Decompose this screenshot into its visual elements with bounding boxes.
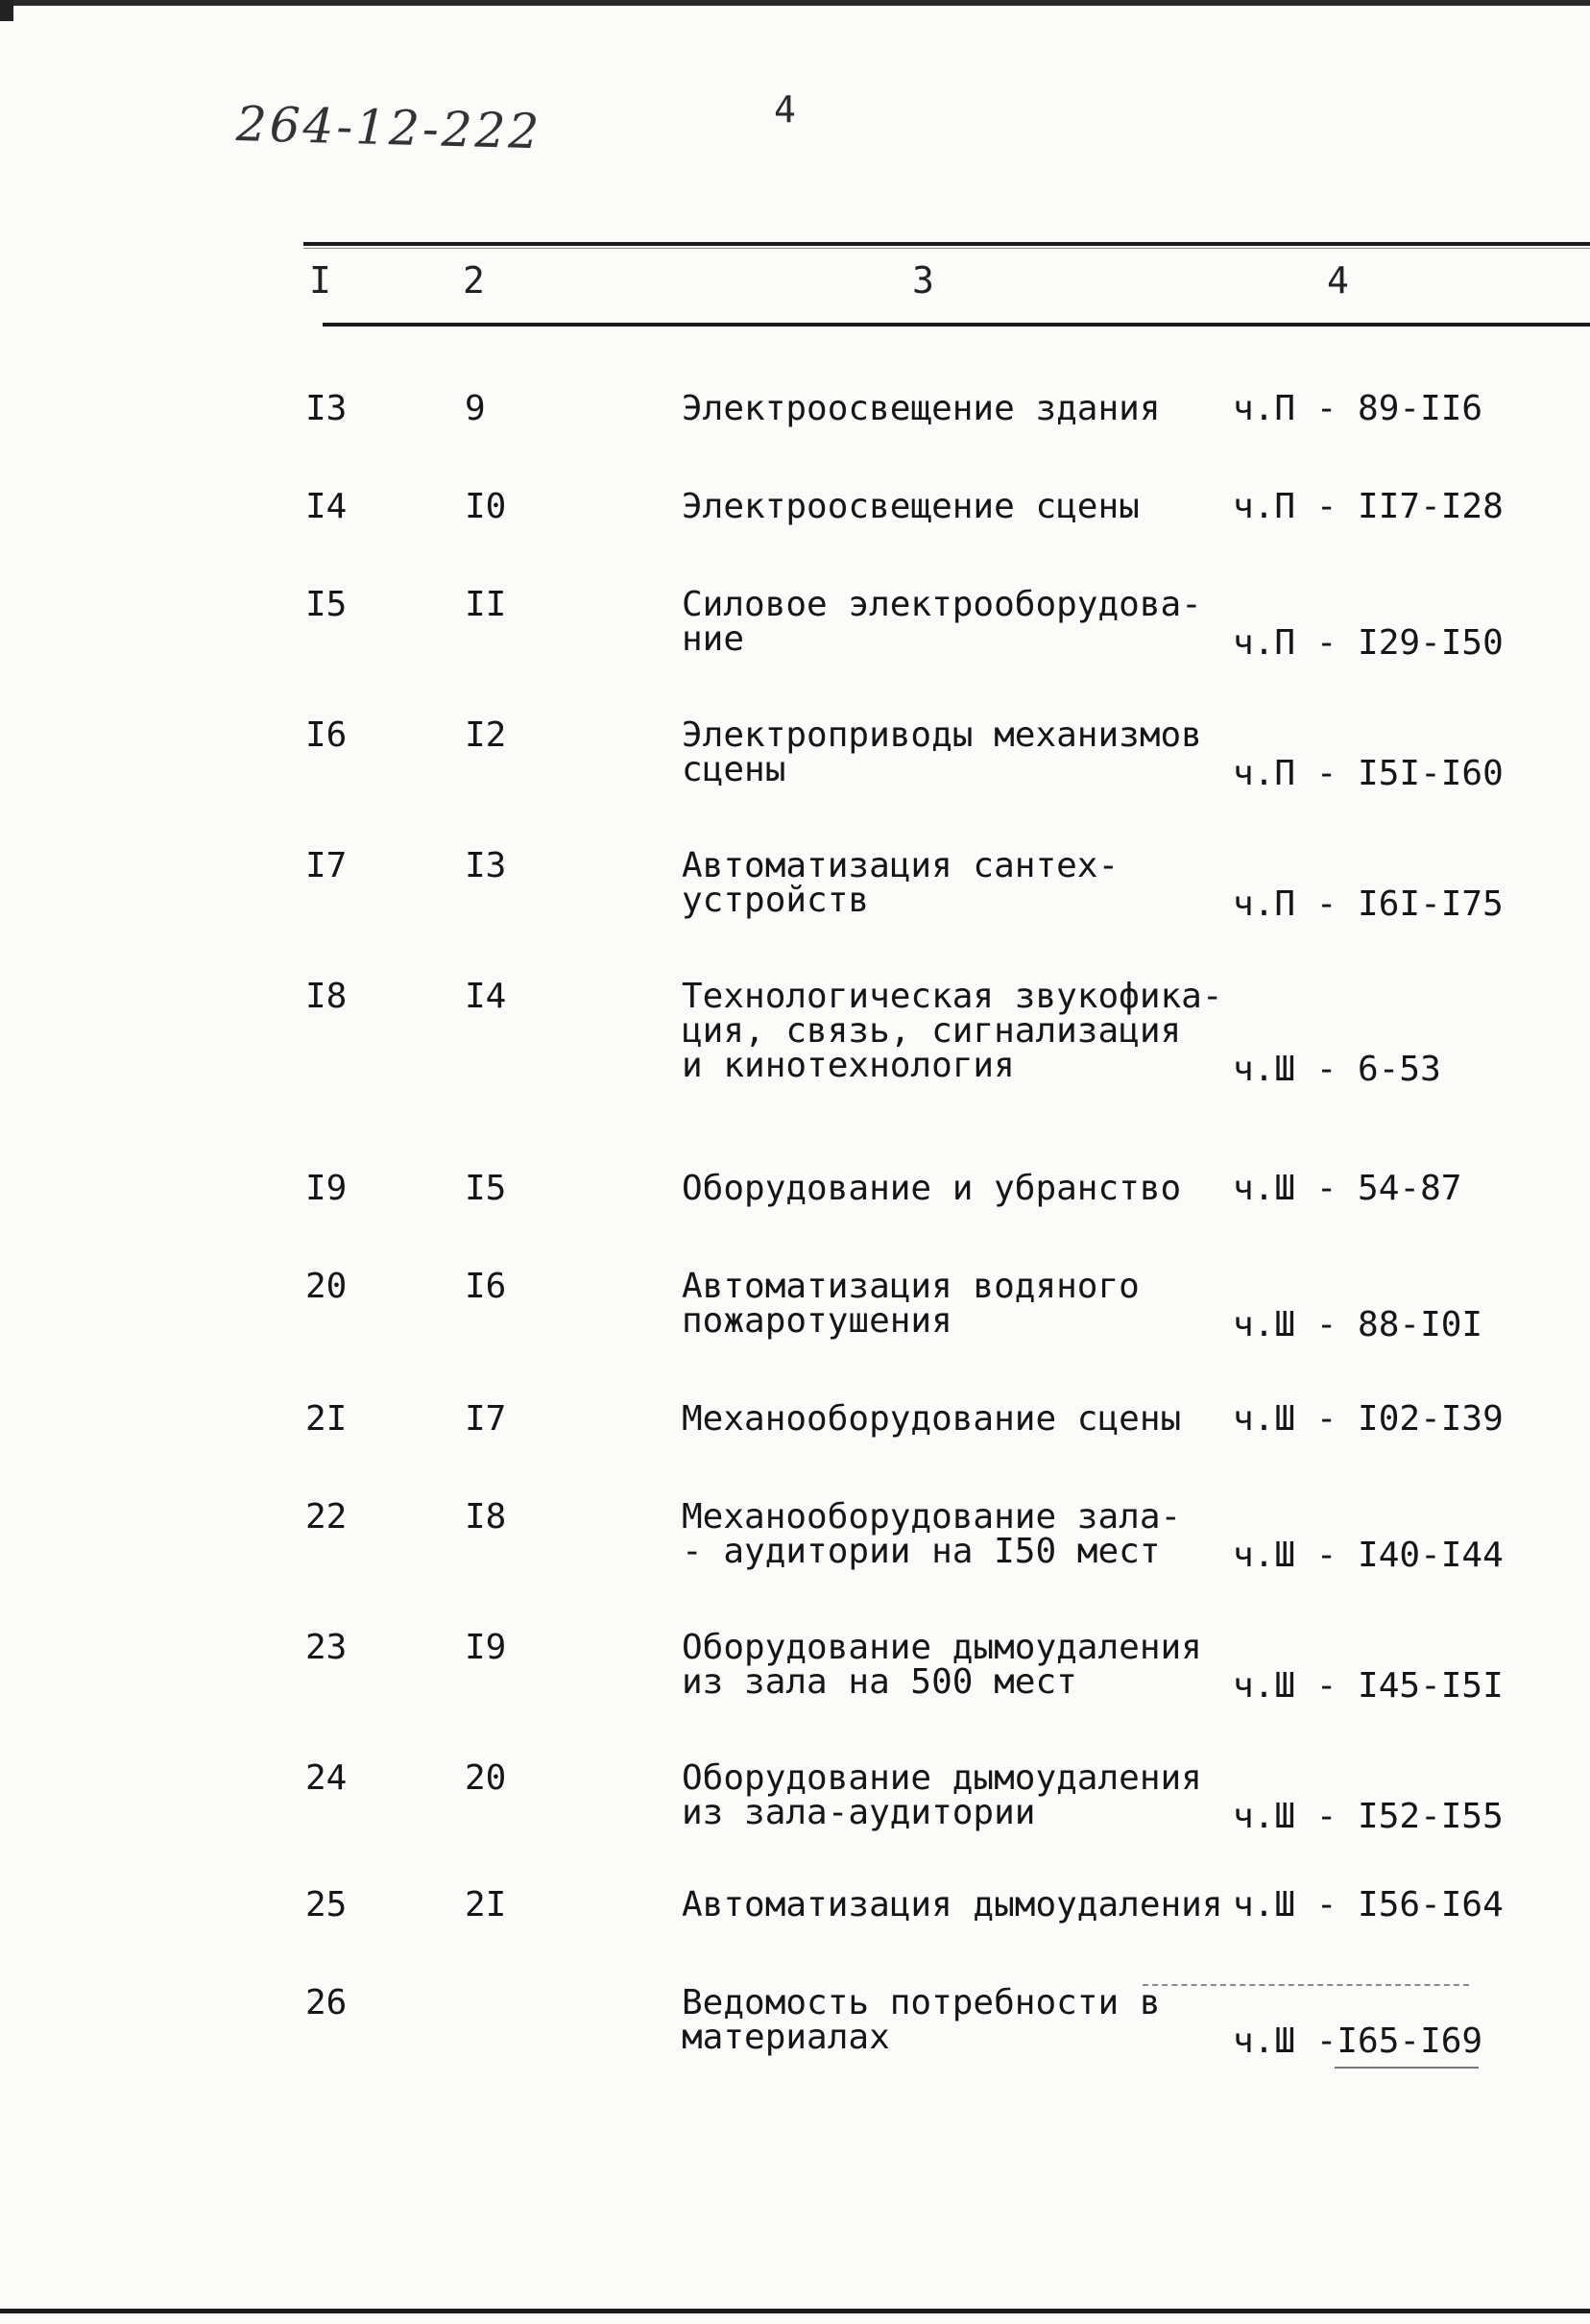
row-title-line: Оборудование и убранство [682,1169,1182,1208]
column-header-4: 4 [1327,259,1349,302]
row-title-line: Технологическая звукофика- [682,977,1223,1016]
row-number: 2I [305,1399,348,1439]
row-number: I6 [305,715,348,755]
row-title-line: из зала на 500 мест [682,1662,1077,1702]
row-number: 22 [305,1497,348,1537]
row-number: 24 [305,1758,348,1798]
row-sheet-number: I5 [465,1169,507,1208]
page-edge-bottom [0,2309,1590,2313]
row-reference: ч.Ш - I56-I64 [1233,1885,1504,1925]
page-number: 4 [774,88,796,131]
row-title-line: Ведомость потребности в [682,1983,1161,2022]
row-number: 23 [305,1628,348,1667]
row-reference: ч.Ш - I52-I55 [1233,1797,1504,1836]
row-reference: ч.Ш - I45-I5I [1233,1666,1504,1706]
row-reference: ч.Ш - I02-I39 [1233,1399,1504,1439]
row-sheet-number: I0 [465,487,507,526]
row-title-line: ние [682,619,745,659]
row-reference: ч.П - II7-I28 [1233,487,1504,526]
row-title-line: - аудитории на I50 мест [682,1532,1161,1571]
row-title-line: ция, связь, сигнализация [682,1011,1182,1051]
row-sheet-number: 20 [465,1758,507,1798]
row-reference: ч.Ш - 6-53 [1233,1050,1441,1089]
column-header-2: 2 [463,259,485,302]
row-number: I7 [305,846,348,885]
row-sheet-number: I2 [465,715,507,755]
row-number: I4 [305,487,348,526]
row-sheet-number: I7 [465,1399,507,1439]
row-number: I8 [305,977,348,1016]
document-code: 264-12-222 [235,96,542,160]
row-title-line: Электроосвещение сцены [682,487,1140,526]
row-title-line: Механооборудование сцены [682,1399,1182,1439]
row-number: I9 [305,1169,348,1208]
page-edge-corner [0,0,13,21]
row-sheet-number: 2I [465,1885,507,1925]
row-number: I3 [305,389,348,428]
row-title-line: Силовое электрооборудова- [682,585,1202,624]
row-number: I5 [305,585,348,624]
row-number: 25 [305,1885,348,1925]
row-reference: ч.Ш - I40-I44 [1233,1536,1504,1575]
row-reference: ч.П - I6I-I75 [1233,884,1504,924]
table-top-rule [303,242,1590,246]
row-title-line: Электроосвещение здания [682,389,1161,428]
row-reference: ч.Ш - 54-87 [1233,1169,1462,1208]
row-title-line: Механооборудование зала- [682,1497,1182,1537]
row-title-line: Автоматизация сантех- [682,846,1120,885]
row-title-line: Оборудование дымоудаления [682,1758,1202,1798]
row-title-line: материалах [682,2018,890,2057]
row-sheet-number: I3 [465,846,507,885]
row-reference: ч.Ш -I65-I69 [1233,2021,1483,2061]
stamp-dash-line [1143,1984,1469,1986]
row-sheet-number: I8 [465,1497,507,1537]
row-sheet-number: I6 [465,1267,507,1306]
row-reference: ч.П - I5I-I60 [1233,754,1504,793]
row-title-line: из зала-аудитории [682,1793,1036,1832]
row-title-line: сцены [682,750,786,789]
table-top-rule-thin [303,248,1590,249]
row-sheet-number: II [465,585,507,624]
row-title-line: пожаротушения [682,1301,952,1341]
row-title-line: Электроприводы механизмов [682,715,1202,755]
row-reference: ч.П - 89-II6 [1233,389,1483,428]
header-rule [323,323,1590,327]
row-reference: ч.П - I29-I50 [1233,623,1504,663]
column-header-3: 3 [912,259,934,302]
row-number: 26 [305,1983,348,2022]
row-title-line: Автоматизация водяного [682,1267,1140,1306]
row-title-line: устройств [682,881,870,920]
row-title-line: Оборудование дымоудаления [682,1628,1202,1667]
page-edge-top [0,0,1590,6]
row-sheet-number: 9 [465,389,486,428]
row-title-line: и кинотехнология [682,1046,1015,1085]
row-number: 20 [305,1267,348,1306]
row-title-line: Автоматизация дымоудаления [682,1885,1223,1925]
column-header-1: I [309,259,331,302]
row-sheet-number: I9 [465,1628,507,1667]
stamp-underline [1335,2067,1479,2069]
row-sheet-number: I4 [465,977,507,1016]
row-reference: ч.Ш - 88-I0I [1233,1305,1483,1344]
